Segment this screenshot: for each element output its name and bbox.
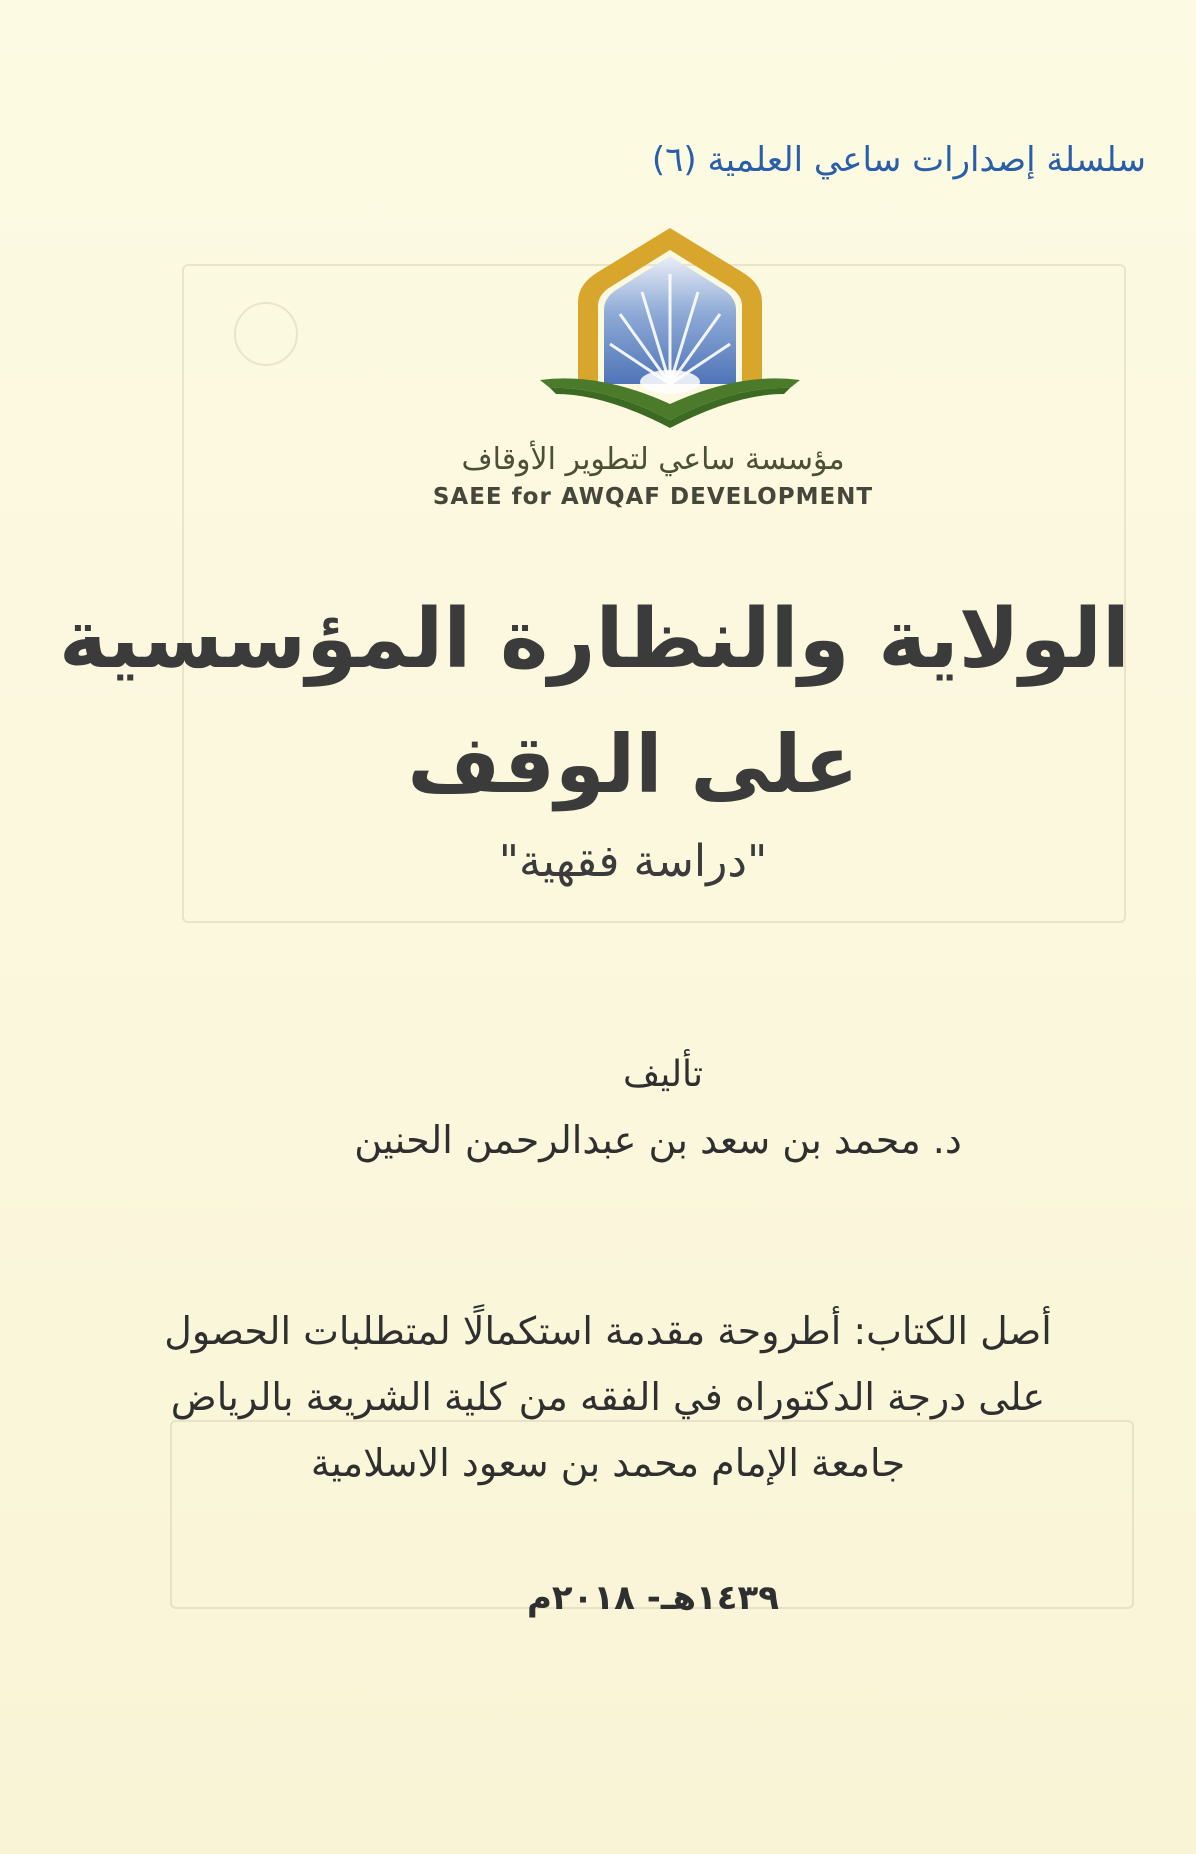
origin-line-1: أصل الكتاب: أطروحة مقدمة استكمالًا لمتطلبات الحصول [164, 1309, 1052, 1353]
authored-by-label: تأليف [622, 1054, 704, 1095]
book-origin-note [128, 1298, 1088, 1496]
bleed-through-circle [234, 302, 298, 366]
author-name: د. محمد بن سعد بن عبدالرحمن الحنين [354, 1118, 962, 1162]
book-title-line-1: الولاية والنظارة المؤسسية [58, 592, 1130, 687]
organization-name-english: SAEE for AWQAF DEVELOPMENT [432, 484, 874, 510]
organization-logo-icon [530, 222, 810, 437]
origin-line-2: على درجة الدكتوراه في الفقه من كلية الشريعة بالرياض [170, 1375, 1046, 1419]
organization-name-arabic: مؤسسة ساعي لتطوير الأوقاف [461, 442, 845, 477]
book-title-line-2: على الوقف [407, 718, 859, 811]
publication-date: ١٤٣٩هـ- ٢٠١٨م [526, 1578, 780, 1618]
book-subtitle: "دراسة فقهية" [498, 836, 768, 887]
origin-line-3: جامعة الإمام محمد بن سعود الاسلامية [310, 1441, 906, 1485]
series-label: سلسلة إصدارات ساعي العلمية (٦) [651, 140, 1146, 180]
